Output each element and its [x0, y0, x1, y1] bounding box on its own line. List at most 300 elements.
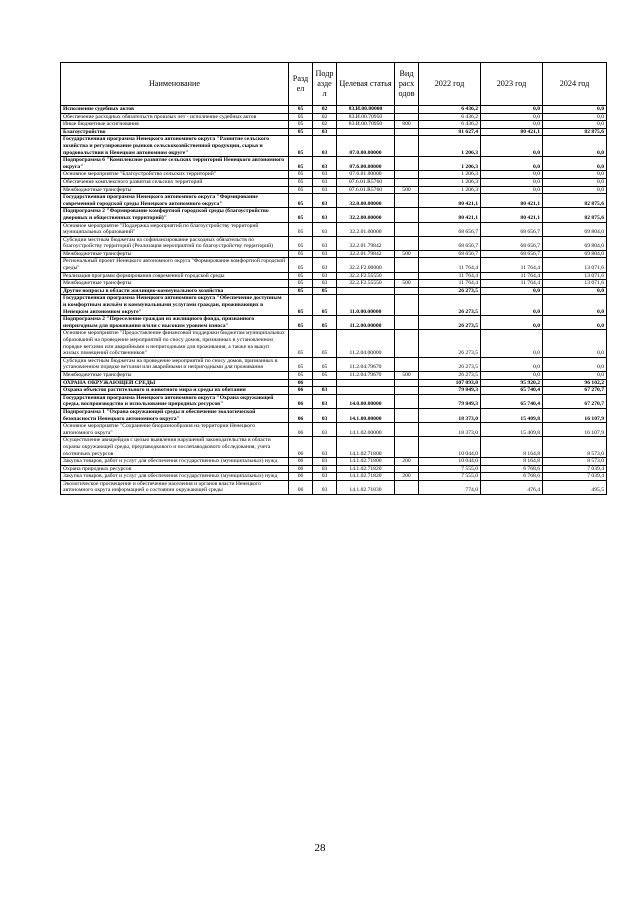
cell-2024: 67 270,7: [543, 394, 607, 408]
table-row: [61, 387, 607, 395]
cell-expense-type: [395, 113, 419, 121]
cell-target-article: 14.1.02.71800: [337, 458, 395, 466]
cell-2023: 11 764,4: [481, 280, 543, 288]
cell-name: Субсидии местным бюджетам на проведение мероприятий по сносу домов, признанных в установленном порядке ветхими или аварийными и непригодными для проживания: [61, 357, 289, 371]
cell-2024: 16 107,9: [543, 423, 607, 437]
cell-2024: 0,0: [543, 287, 607, 295]
cell-2024: 7 039,4: [543, 465, 607, 473]
cell-2023: 0,0: [481, 371, 543, 379]
cell-2023: 0,0: [481, 178, 543, 186]
cell-expense-type: 200: [395, 473, 419, 481]
cell-2023: 95 920,2: [481, 379, 543, 387]
cell-podrazdel: 03: [313, 473, 337, 481]
cell-razdel: 05: [289, 371, 313, 379]
table-row: [61, 186, 607, 194]
cell-expense-type: [395, 316, 419, 330]
cell-2024: 8 573,0: [543, 437, 607, 458]
table-row: [61, 316, 607, 330]
table-row: [61, 194, 607, 208]
col-header-razdel: Разд ел: [289, 63, 313, 106]
cell-razdel: 05: [289, 330, 313, 357]
table-row: [61, 371, 607, 379]
table-row: [61, 106, 607, 114]
cell-razdel: 05: [289, 357, 313, 371]
cell-name: Обеспечение расходных обязательств прошлых лет - исполнение судебных актов: [61, 113, 289, 121]
cell-target-article: 11.0.00.00000: [337, 295, 395, 316]
cell-expense-type: [395, 408, 419, 422]
cell-name: Государственная программа Ненецкого автономного округа "Развитие сельского хозяйства и регулирование рынков сельскохозяйственной продукции, сырья и продовольствия в Ненецком автономном округе": [61, 136, 289, 157]
cell-podrazdel: 05: [313, 316, 337, 330]
cell-razdel: 05: [289, 222, 313, 236]
cell-podrazdel: 03: [313, 171, 337, 179]
cell-razdel: 06: [289, 480, 313, 494]
cell-podrazdel: 03: [313, 437, 337, 458]
page-number: 28: [314, 842, 326, 854]
cell-podrazdel: 03: [313, 136, 337, 157]
budget-table-sheet: [60, 62, 606, 495]
cell-razdel: 06: [289, 465, 313, 473]
cell-podrazdel: 02: [313, 121, 337, 129]
cell-2022: 6 436,2: [419, 121, 481, 129]
table-row: [61, 287, 607, 295]
cell-expense-type: [395, 222, 419, 236]
cell-2023: 0,0: [481, 136, 543, 157]
cell-podrazdel: 03: [313, 465, 337, 473]
cell-2022: 6 436,2: [419, 106, 481, 114]
cell-2023: 0,0: [481, 121, 543, 129]
cell-target-article: [337, 379, 395, 387]
cell-podrazdel: 02: [313, 113, 337, 121]
cell-name: Межбюджетные трансферты: [61, 371, 289, 379]
cell-target-article: [337, 128, 395, 136]
cell-target-article: 83.И.00.70950: [337, 121, 395, 129]
cell-2022: 11 764,4: [419, 258, 481, 272]
cell-target-article: 32.2.01.79842: [337, 236, 395, 250]
cell-2024: 8 573,0: [543, 458, 607, 466]
cell-2023: 11 764,4: [481, 272, 543, 280]
cell-2024: 13 071,6: [543, 258, 607, 272]
cell-2023: 68 656,7: [481, 222, 543, 236]
cell-podrazdel: 03: [313, 194, 337, 208]
cell-expense-type: [395, 128, 419, 136]
cell-2022: 26 273,5: [419, 357, 481, 371]
cell-expense-type: [395, 157, 419, 171]
cell-target-article: 14.1.02.71820: [337, 465, 395, 473]
table-row: [61, 157, 607, 171]
cell-2023: 0,0: [481, 316, 543, 330]
cell-2024: 0,0: [543, 186, 607, 194]
cell-2022: 1 206,3: [419, 136, 481, 157]
cell-razdel: 05: [289, 280, 313, 288]
cell-2022: 79 849,3: [419, 394, 481, 408]
cell-name: Государственная программа Ненецкого автономного округа "Охрана окружающей среды, воспроизводство и использование природных ресурсов": [61, 394, 289, 408]
cell-target-article: 14.1.00.00000: [337, 408, 395, 422]
col-header-expense-type: Вид расх одов: [395, 63, 419, 106]
cell-razdel: 06: [289, 437, 313, 458]
cell-2024: 0,0: [543, 136, 607, 157]
table-row: [61, 113, 607, 121]
table-row: [61, 408, 607, 422]
cell-target-article: 11.2.00.00000: [337, 316, 395, 330]
cell-expense-type: [395, 357, 419, 371]
cell-razdel: 06: [289, 473, 313, 481]
cell-2023: 65 740,4: [481, 394, 543, 408]
cell-razdel: 05: [289, 272, 313, 280]
table-row: [61, 357, 607, 371]
cell-2023: 0,0: [481, 330, 543, 357]
cell-2024: 67 270,7: [543, 387, 607, 395]
cell-2022: 1 206,3: [419, 157, 481, 171]
cell-2023: 8 164,8: [481, 458, 543, 466]
cell-2022: 80 421,1: [419, 208, 481, 222]
cell-razdel: 05: [289, 157, 313, 171]
cell-expense-type: [395, 394, 419, 408]
table-row: [61, 250, 607, 258]
cell-podrazdel: 03: [313, 178, 337, 186]
cell-razdel: 05: [289, 258, 313, 272]
cell-podrazdel: 05: [313, 357, 337, 371]
cell-podrazdel: 05: [313, 295, 337, 316]
table-row: [61, 258, 607, 272]
table-row: [61, 423, 607, 437]
cell-podrazdel: 03: [313, 387, 337, 395]
cell-target-article: 07.6.01.R5760: [337, 178, 395, 186]
cell-expense-type: [395, 171, 419, 179]
col-header-target-article: Целевая статья: [337, 63, 395, 106]
cell-2022: 18 373,0: [419, 423, 481, 437]
cell-razdel: 06: [289, 458, 313, 466]
col-header-podrazdel: Подр азде л: [313, 63, 337, 106]
cell-expense-type: [395, 194, 419, 208]
cell-2024: 0,0: [543, 357, 607, 371]
cell-2022: 11 764,4: [419, 272, 481, 280]
cell-razdel: 05: [289, 136, 313, 157]
cell-2022: 26 273,5: [419, 287, 481, 295]
cell-2023: 0,0: [481, 287, 543, 295]
cell-2022: 26 273,5: [419, 330, 481, 357]
cell-expense-type: [395, 136, 419, 157]
cell-razdel: 05: [289, 113, 313, 121]
table-row: [61, 437, 607, 458]
cell-2024: 0,0: [543, 171, 607, 179]
cell-target-article: 32.2.F2.00000: [337, 258, 395, 272]
cell-2022: 7 555,0: [419, 473, 481, 481]
cell-name: Обеспечение комплексного развития сельских территорий: [61, 178, 289, 186]
cell-2022: 18 373,0: [419, 408, 481, 422]
table-row: [61, 465, 607, 473]
col-header-name: Наименование: [61, 63, 289, 106]
cell-razdel: 05: [289, 295, 313, 316]
table-row: [61, 330, 607, 357]
cell-name: Благоустройство: [61, 128, 289, 136]
cell-target-article: 14.1.02.71800: [337, 437, 395, 458]
cell-expense-type: [395, 387, 419, 395]
cell-expense-type: [395, 379, 419, 387]
cell-expense-type: 500: [395, 250, 419, 258]
cell-2022: 107 093,0: [419, 379, 481, 387]
header-row: [61, 63, 607, 106]
table-row: [61, 280, 607, 288]
cell-expense-type: 500: [395, 280, 419, 288]
cell-2024: 0,0: [543, 106, 607, 114]
cell-expense-type: [395, 178, 419, 186]
cell-2023: 65 740,4: [481, 387, 543, 395]
cell-razdel: 05: [289, 178, 313, 186]
cell-name: Реализация программ формирования современной городской среды: [61, 272, 289, 280]
cell-expense-type: [395, 106, 419, 114]
cell-expense-type: [395, 287, 419, 295]
cell-2023: 68 656,7: [481, 250, 543, 258]
cell-2024: 0,0: [543, 316, 607, 330]
cell-razdel: 05: [289, 171, 313, 179]
cell-2022: 7 555,0: [419, 465, 481, 473]
cell-target-article: 11.2.04.79670: [337, 357, 395, 371]
cell-expense-type: [395, 258, 419, 272]
table-row: [61, 394, 607, 408]
cell-2024: 69 804,0: [543, 236, 607, 250]
cell-expense-type: [395, 272, 419, 280]
cell-target-article: 07.6.01.00000: [337, 171, 395, 179]
cell-razdel: 06: [289, 387, 313, 395]
col-header-2023: 2023 год: [481, 63, 543, 106]
cell-2023: 0,0: [481, 171, 543, 179]
cell-target-article: 32.2.01.00000: [337, 222, 395, 236]
cell-2022: 68 656,7: [419, 250, 481, 258]
cell-target-article: 32.2.01.79842: [337, 250, 395, 258]
cell-2022: 774,0: [419, 480, 481, 494]
cell-podrazdel: 03: [313, 458, 337, 466]
cell-podrazdel: 05: [313, 330, 337, 357]
cell-razdel: 05: [289, 121, 313, 129]
cell-2023: 15 409,8: [481, 423, 543, 437]
cell-2024: 7 039,4: [543, 473, 607, 481]
cell-name: Исполнение судебных актов: [61, 106, 289, 114]
cell-2023: 15 409,8: [481, 408, 543, 422]
cell-podrazdel: 03: [313, 236, 337, 250]
cell-podrazdel: 03: [313, 128, 337, 136]
cell-expense-type: [395, 465, 419, 473]
cell-2022: 1 206,3: [419, 171, 481, 179]
table-row: [61, 473, 607, 481]
table-row: [61, 208, 607, 222]
cell-2022: 1 206,3: [419, 178, 481, 186]
cell-expense-type: [395, 480, 419, 494]
cell-2023: 0,0: [481, 357, 543, 371]
cell-2024: 0,0: [543, 371, 607, 379]
cell-target-article: [337, 287, 395, 295]
cell-2024: 0,0: [543, 113, 607, 121]
cell-target-article: 83.И.00.00000: [337, 106, 395, 114]
table-row: [61, 295, 607, 316]
cell-podrazdel: 03: [313, 272, 337, 280]
cell-name: Субсидии местным бюджетам на софинансирование расходных обязательств по благоустройству территорий (Реализация мероприятий по благоустройству территорий): [61, 236, 289, 250]
table-row: [61, 136, 607, 157]
cell-target-article: 07.0.00.00000: [337, 136, 395, 157]
cell-2024: 13 071,6: [543, 280, 607, 288]
cell-2023: 0,0: [481, 113, 543, 121]
col-header-2022: 2022 год: [419, 63, 481, 106]
cell-podrazdel: 02: [313, 106, 337, 114]
cell-razdel: 05: [289, 316, 313, 330]
cell-2023: 476,4: [481, 480, 543, 494]
cell-2023: 0,0: [481, 106, 543, 114]
cell-expense-type: [395, 423, 419, 437]
cell-name: Межбюджетные трансферты: [61, 280, 289, 288]
cell-target-article: 11.2.04.00000: [337, 330, 395, 357]
cell-name: Подпрограмма 1 "Охрана окружающей среды и обеспечение экологической безопасности Ненецкого автономного округа": [61, 408, 289, 422]
cell-2022: 26 273,5: [419, 295, 481, 316]
cell-target-article: 11.2.04.79670: [337, 371, 395, 379]
cell-name: Межбюджетные трансферты: [61, 250, 289, 258]
cell-target-article: 07.6.01.R5760: [337, 186, 395, 194]
cell-target-article: 32.2.00.00000: [337, 208, 395, 222]
cell-2023: 68 656,7: [481, 236, 543, 250]
cell-podrazdel: 03: [313, 222, 337, 236]
cell-name: Основное мероприятие "Благоустройство сельских территорий": [61, 171, 289, 179]
cell-name: Закупка товаров, работ и услуг для обеспечения государственных (муниципальных) нужд: [61, 473, 289, 481]
cell-name: ОХРАНА ОКРУЖАЮЩЕЙ СРЕДЫ: [61, 379, 289, 387]
cell-expense-type: 500: [395, 186, 419, 194]
cell-2022: 10 044,0: [419, 458, 481, 466]
cell-name: Государственная программа Ненецкого автономного округа "Формирование современной городской среды Ненецкого автономного округа": [61, 194, 289, 208]
cell-expense-type: [395, 330, 419, 357]
cell-expense-type: 800: [395, 121, 419, 129]
cell-name: Осуществление авиарейдов с целью выявления нарушений законодательства в области охраны окружающей среды, предпаводкового и послепаводкового обследования, учета охотничьих ресурсов: [61, 437, 289, 458]
cell-2022: 68 656,7: [419, 236, 481, 250]
cell-name: Иные бюджетные ассигнования: [61, 121, 289, 129]
cell-2024: 0,0: [543, 157, 607, 171]
cell-2022: 6 436,2: [419, 113, 481, 121]
cell-name: Основное мероприятие "Сохранение биоразнообразия на территории Ненецкого автономного округа": [61, 423, 289, 437]
cell-2024: 16 107,9: [543, 408, 607, 422]
cell-2022: 26 273,5: [419, 371, 481, 379]
cell-razdel: 06: [289, 423, 313, 437]
cell-razdel: 05: [289, 287, 313, 295]
cell-2024: 82 875,6: [543, 128, 607, 136]
budget-table: [60, 62, 607, 495]
cell-2023: 6 768,6: [481, 465, 543, 473]
cell-name: Охрана объектов растительного и животного мира и среды их обитания: [61, 387, 289, 395]
cell-2022: 10 044,0: [419, 437, 481, 458]
cell-name: Экологическое просвещение и обеспечение населения и органов власти Ненецкого автономного округа информацией о состоянии окружающей среды: [61, 480, 289, 494]
cell-razdel: 05: [289, 128, 313, 136]
cell-target-article: 32.0.00.00000: [337, 194, 395, 208]
cell-expense-type: 500: [395, 371, 419, 379]
cell-podrazdel: 03: [313, 250, 337, 258]
cell-name: Основное мероприятие "Предоставление финансовой поддержки бюджетам муниципальных образований на проведение мероприятий по сносу домов, признанных в установленном порядке ветхими или аварийными и непригодными для проживания, а также на выкуп жилых помещений собственников": [61, 330, 289, 357]
cell-2022: 26 273,5: [419, 316, 481, 330]
cell-razdel: 06: [289, 408, 313, 422]
cell-2023: 80 421,1: [481, 194, 543, 208]
table-row: [61, 379, 607, 387]
cell-2024: 82 875,6: [543, 194, 607, 208]
table-row: [61, 272, 607, 280]
cell-podrazdel: 03: [313, 480, 337, 494]
cell-2024: 0,0: [543, 121, 607, 129]
cell-2024: 495,5: [543, 480, 607, 494]
cell-name: Подпрограмма 2 "Формирование комфортной городской среды (благоустройство дворовых и общественных территорий)": [61, 208, 289, 222]
cell-name: Межбюджетные трансферты: [61, 186, 289, 194]
cell-2022: 79 849,3: [419, 387, 481, 395]
cell-razdel: 06: [289, 394, 313, 408]
cell-podrazdel: 03: [313, 258, 337, 272]
cell-razdel: 06: [289, 379, 313, 387]
cell-podrazdel: 03: [313, 408, 337, 422]
cell-name: Региональный проект Ненецкого автономного округа "Формирование комфортной городской среды": [61, 258, 289, 272]
table-row: [61, 236, 607, 250]
table-row: [61, 178, 607, 186]
cell-target-article: 14.0.00.00000: [337, 394, 395, 408]
cell-2023: 0,0: [481, 186, 543, 194]
table-row: [61, 128, 607, 136]
cell-name: Охрана природных ресурсов: [61, 465, 289, 473]
cell-name: Другие вопросы в области жилищно-коммунального хозяйства: [61, 287, 289, 295]
cell-target-article: 14.1.02.71820: [337, 473, 395, 481]
cell-2022: 81 627,4: [419, 128, 481, 136]
cell-target-article: 32.2.F2.55550: [337, 280, 395, 288]
cell-2024: 0,0: [543, 295, 607, 316]
cell-podrazdel: [313, 379, 337, 387]
cell-target-article: 14.1.02.00000: [337, 423, 395, 437]
cell-2023: 8 164,8: [481, 437, 543, 458]
table-row: [61, 480, 607, 494]
cell-target-article: 07.6.00.00000: [337, 157, 395, 171]
cell-podrazdel: 03: [313, 394, 337, 408]
cell-expense-type: [395, 437, 419, 458]
cell-2024: 0,0: [543, 178, 607, 186]
cell-name: Основное мероприятие "Поддержка мероприятий по благоустройству территорий муниципальных образований": [61, 222, 289, 236]
cell-2024: 13 071,6: [543, 272, 607, 280]
cell-podrazdel: 05: [313, 371, 337, 379]
cell-2024: 0,0: [543, 330, 607, 357]
cell-expense-type: [395, 236, 419, 250]
cell-2023: 11 764,4: [481, 258, 543, 272]
cell-razdel: 05: [289, 106, 313, 114]
cell-name: Подпрограмма 2 "Переселение граждан из жилищного фонда, признанного непригодным для проживания и/или с высоким уровнем износа": [61, 316, 289, 330]
cell-2024: 96 102,2: [543, 379, 607, 387]
cell-expense-type: [395, 208, 419, 222]
cell-podrazdel: 03: [313, 423, 337, 437]
cell-target-article: 32.2.F2.55550: [337, 272, 395, 280]
cell-2023: 6 768,6: [481, 473, 543, 481]
table-row: [61, 121, 607, 129]
cell-razdel: 05: [289, 208, 313, 222]
table-row: [61, 222, 607, 236]
cell-2024: 69 804,0: [543, 222, 607, 236]
cell-target-article: [337, 387, 395, 395]
cell-expense-type: 200: [395, 458, 419, 466]
cell-name: Закупка товаров, работ и услуг для обеспечения государственных (муниципальных) нужд: [61, 458, 289, 466]
cell-expense-type: [395, 295, 419, 316]
cell-target-article: 83.И.00.70950: [337, 113, 395, 121]
cell-2022: 80 421,1: [419, 194, 481, 208]
col-header-2024: 2024 год: [543, 63, 607, 106]
cell-podrazdel: 03: [313, 157, 337, 171]
cell-2022: 1 206,3: [419, 186, 481, 194]
cell-podrazdel: 03: [313, 186, 337, 194]
cell-razdel: 05: [289, 236, 313, 250]
cell-target-article: 14.1.02.71830: [337, 480, 395, 494]
cell-podrazdel: 03: [313, 280, 337, 288]
cell-name: Подпрограмма 6 "Комплексное развитие сельских территорий Ненецкого автономного округа": [61, 157, 289, 171]
cell-2024: 82 875,6: [543, 208, 607, 222]
cell-razdel: 05: [289, 250, 313, 258]
cell-2023: 80 421,1: [481, 208, 543, 222]
cell-2023: 80 421,1: [481, 128, 543, 136]
cell-2023: 0,0: [481, 295, 543, 316]
cell-razdel: 05: [289, 194, 313, 208]
cell-razdel: 05: [289, 186, 313, 194]
